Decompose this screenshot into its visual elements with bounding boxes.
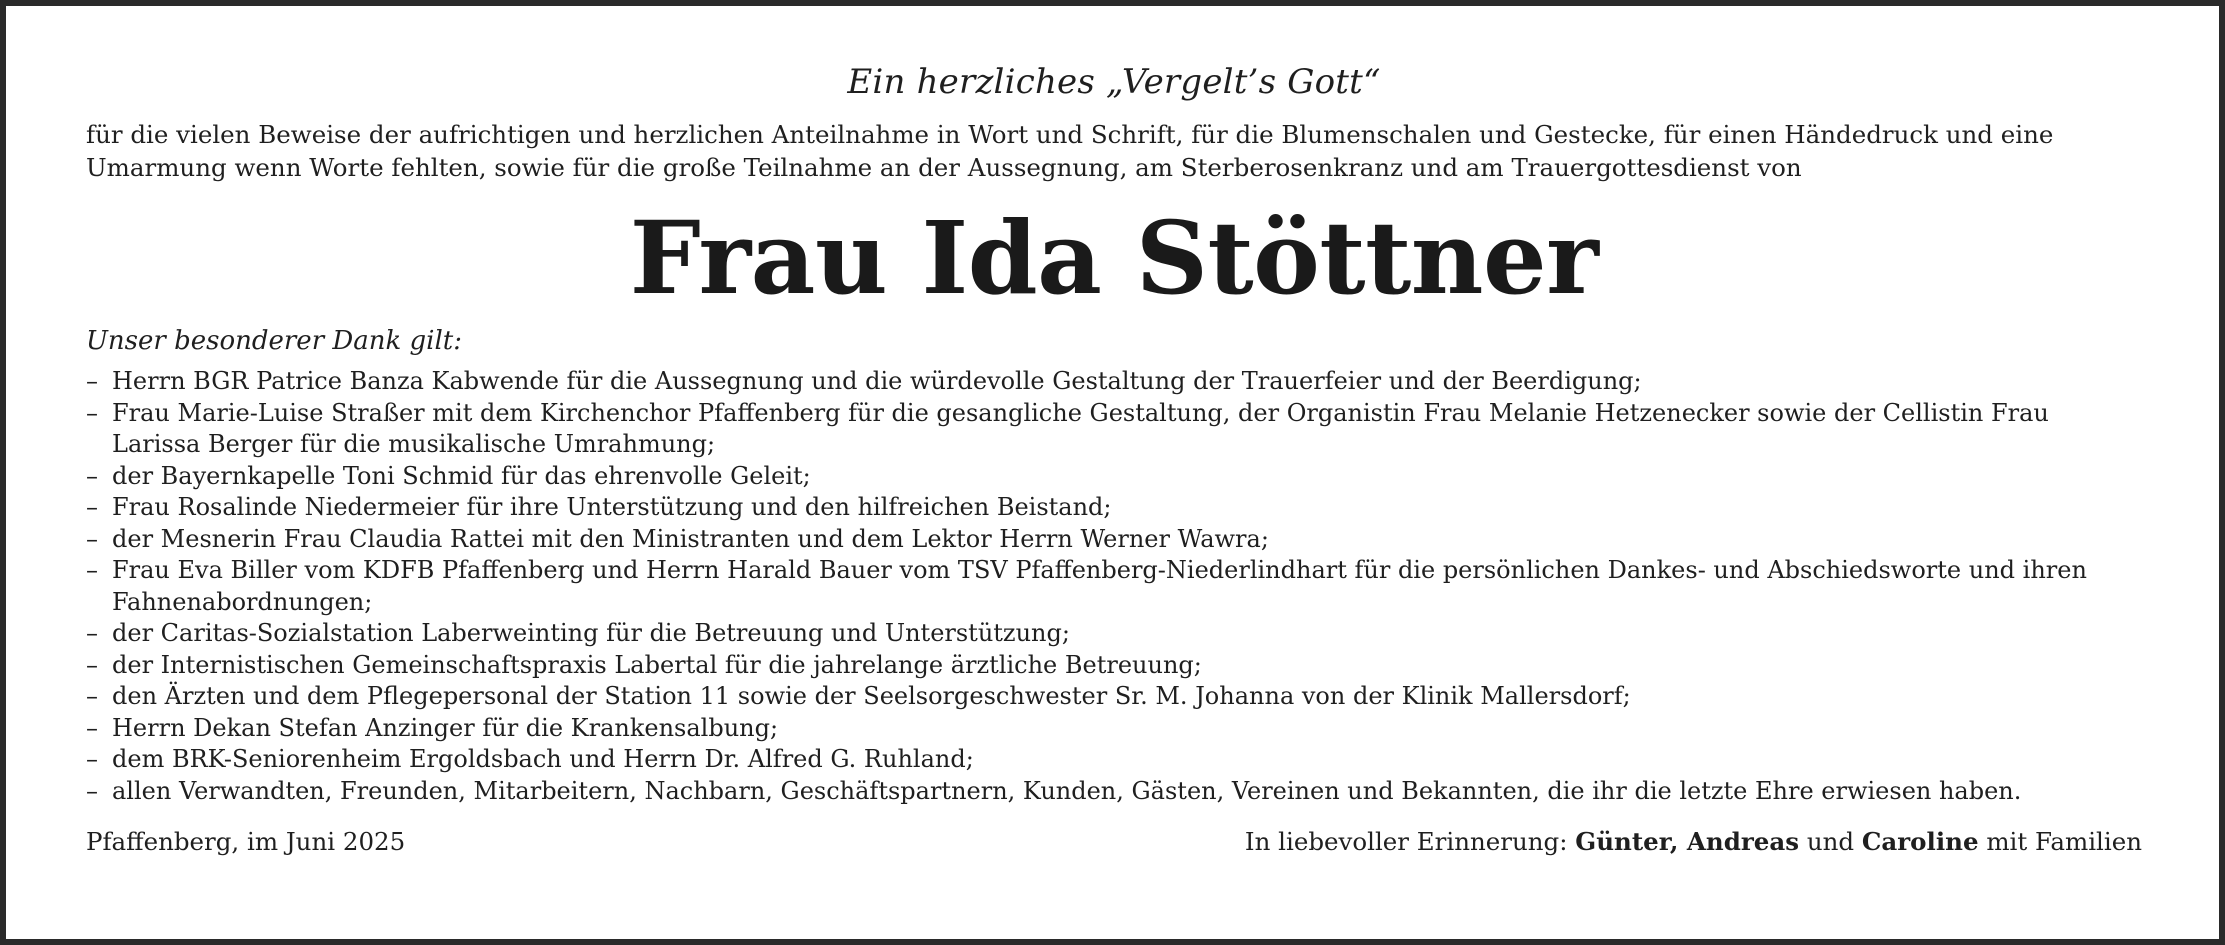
list-item bbox=[86, 681, 2142, 713]
thanks-heading: Unser besonderer Dank gilt: bbox=[86, 326, 462, 356]
list-item-text: den Ärzten und dem Pflegepersonal der Station 11 sowie der Seelsorgeschwester Sr. M. Johanna von der Klinik Mallersdorf; bbox=[112, 682, 1631, 710]
names-connector: und bbox=[1806, 827, 1855, 856]
list-item-text: allen Verwandten, Freunden, Mitarbeitern, Nachbarn, Geschäftspartnern, Kunden, Gästen, Vereinen und Bekannten, die ihr die letzte Ehre erwiesen haben. bbox=[112, 776, 2022, 805]
list-item-text: Herrn BGR Patrice Banza Kabwende für die Aussegnung und die würdevolle Gestaltung der Trauerfeier und der Beerdigung; bbox=[112, 367, 1642, 395]
dash-marker: – bbox=[86, 556, 98, 584]
list-item bbox=[86, 398, 2142, 461]
dash-marker: – bbox=[86, 524, 98, 553]
family-names-secondary: Caroline bbox=[1861, 827, 1979, 856]
list-item bbox=[86, 776, 2142, 808]
list-item-text: der Caritas-Sozialstation Laberweinting für die Betreuung und Unterstützung; bbox=[112, 619, 1070, 647]
dash-marker: – bbox=[86, 713, 98, 742]
deceased-name: Frau Ida Stöttner bbox=[629, 199, 1599, 317]
list-item bbox=[86, 524, 2142, 556]
list-item-text: dem BRK-Seniorenheim Ergoldsbach und Herrn Dr. Alfred G. Ruhland; bbox=[112, 745, 974, 773]
family-names-primary: Günter, Andreas bbox=[1575, 827, 1800, 856]
list-item bbox=[86, 555, 2142, 618]
list-item bbox=[86, 366, 2142, 398]
dash-marker: – bbox=[86, 398, 98, 427]
list-item-text: der Bayernkapelle Toni Schmid für das ehrenvolle Geleit; bbox=[112, 461, 811, 490]
obituary-thanks-notice bbox=[86, 60, 2142, 859]
dash-marker: – bbox=[86, 619, 98, 647]
list-item-text: Frau Marie-Luise Straßer mit dem Kirchenchor Pfaffenberg für die gesangliche Gestaltung, der Organistin Frau Melanie Hetzenecker sowie der Cellistin Frau Larissa Berger für die musikalische Umrahmung; bbox=[112, 398, 2049, 458]
list-item bbox=[86, 650, 2142, 682]
dash-marker: – bbox=[86, 367, 98, 395]
dash-marker: – bbox=[86, 461, 98, 490]
signature-line bbox=[1245, 825, 2142, 859]
list-item bbox=[86, 713, 2142, 745]
list-item bbox=[86, 492, 2142, 524]
dash-marker: – bbox=[86, 745, 98, 773]
list-item bbox=[86, 744, 2142, 776]
list-item-text: der Internistischen Gemeinschaftspraxis Labertal für die jahrelange ärztliche Betreuung; bbox=[112, 650, 1202, 679]
list-item-text: Frau Eva Biller vom KDFB Pfaffenberg und Herrn Harald Bauer vom TSV Pfaffenberg-Niederlindhart für die persönlichen Dankes- und Abschiedsworte und ihren Fahnenabordnungen; bbox=[112, 556, 2087, 616]
signature-suffix: mit Familien bbox=[1986, 827, 2142, 856]
notice-heading: Ein herzliches „Vergelt’s Gott“ bbox=[847, 62, 1381, 102]
list-item bbox=[86, 618, 2142, 650]
dash-marker: – bbox=[86, 776, 98, 805]
memory-prefix: In liebevoller Erinnerung: bbox=[1244, 827, 1568, 856]
intro-paragraph: für die vielen Beweise der aufrichtigen und herzlichen Anteilnahme in Wort und Schrift, für die Blumenschalen und Gestecke, für einen Händedruck und eine Umarmung wenn Worte fehlten, sowie für die große Teilnahme an der Aussegnung, am Sterberosenkranz und am Trauergottesdienst von bbox=[86, 120, 2054, 182]
list-item-text: Herrn Dekan Stefan Anzinger für die Krankensalbung; bbox=[112, 713, 779, 742]
list-item-text: Frau Rosalinde Niedermeier für ihre Unterstützung und den hilfreichen Beistand; bbox=[112, 493, 1112, 521]
list-item bbox=[86, 461, 2142, 493]
dash-marker: – bbox=[86, 682, 98, 710]
list-item-text: der Mesnerin Frau Claudia Rattei mit den Ministranten und dem Lektor Herrn Werner Wawra; bbox=[112, 524, 1269, 553]
dash-marker: – bbox=[86, 493, 98, 521]
place-date: Pfaffenberg, im Juni 2025 bbox=[86, 827, 406, 856]
thanks-list bbox=[86, 366, 2142, 807]
notice-footer bbox=[86, 825, 2142, 859]
dash-marker: – bbox=[86, 650, 98, 679]
